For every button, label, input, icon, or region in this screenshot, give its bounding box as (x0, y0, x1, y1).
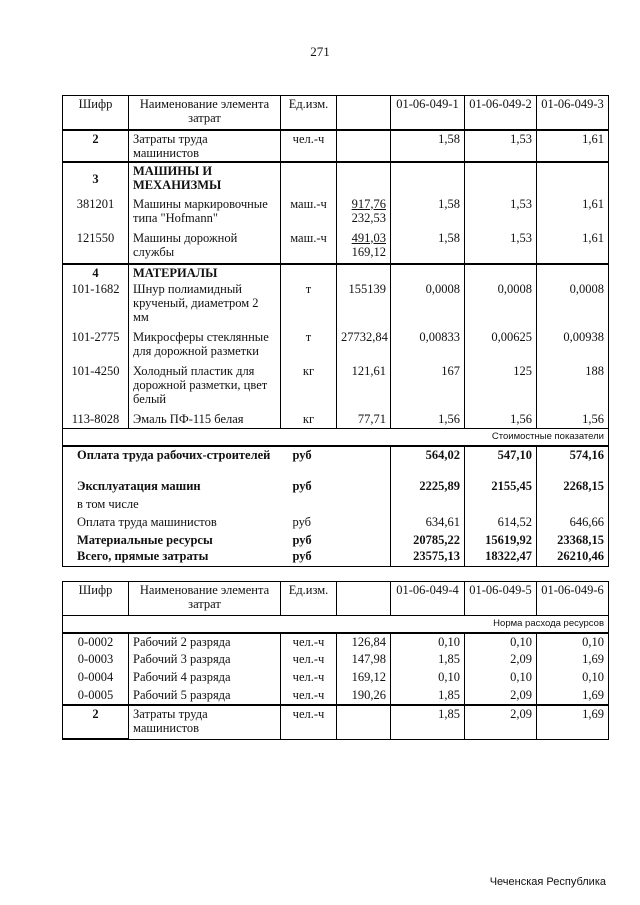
row-unit: т (281, 329, 337, 363)
row-value-1: 1,58 (391, 130, 465, 162)
row-name: Рабочий 5 разряда (129, 687, 281, 705)
row-value-3: 0,10 (537, 633, 609, 651)
table-row (63, 687, 609, 705)
row-price (337, 130, 391, 162)
cost-banner: Стоимостные показатели (63, 429, 609, 447)
row-value-2: 1,53 (465, 196, 537, 230)
table-row (63, 230, 609, 264)
row-name: Холодный пластик для дорожной разметки, цвет белый (129, 363, 281, 411)
banner-row (63, 616, 609, 634)
row-value-1: 1,56 (391, 411, 465, 429)
row-price: 27732,84 (337, 329, 391, 363)
row-code: 0-0003 (63, 651, 129, 669)
row-unit: чел.-ч (281, 687, 337, 705)
table-row (63, 411, 609, 429)
row-name: Рабочий 3 разряда (129, 651, 281, 669)
row-value-3: 1,69 (537, 705, 609, 739)
row-value-1: 1,85 (391, 705, 465, 739)
row-price: 155139 (337, 281, 391, 329)
summary-name: в том числе (63, 496, 281, 514)
summary-unit: руб (292, 533, 312, 547)
price-bottom: 169,12 (351, 244, 386, 259)
banner-row (63, 429, 609, 447)
row-value-2: 0,10 (465, 669, 537, 687)
row-code: 3 (63, 162, 129, 196)
row-value-2: 2,09 (465, 651, 537, 669)
header-col-2: 01-06-049-5 (465, 582, 537, 616)
row-price: 190,26 (337, 687, 391, 705)
price-bottom: 232,53 (351, 210, 386, 225)
table-row (63, 669, 609, 687)
table-row (63, 363, 609, 411)
row-code: 113-8028 (63, 411, 129, 429)
row-value-3: 1,61 (537, 230, 609, 264)
row-name: Рабочий 2 разряда (129, 633, 281, 651)
row-unit: чел.-ч (281, 705, 337, 739)
summary-row (63, 478, 609, 496)
row-code: 101-4250 (63, 363, 129, 411)
row-code: 0-0004 (63, 669, 129, 687)
header-row (63, 96, 609, 130)
row-code: 381201 (63, 196, 129, 230)
header-col-1: 01-06-049-1 (391, 96, 465, 130)
header-name: Наименование элемента затрат (129, 96, 281, 130)
row-name: Машины дорожной службы (129, 230, 281, 264)
row-value-3: 1,61 (537, 196, 609, 230)
header-price (337, 582, 391, 616)
summary-value-2: 18322,47 (465, 548, 537, 566)
row-price: 121,61 (337, 363, 391, 411)
row-name: Рабочий 4 разряда (129, 669, 281, 687)
table-row (63, 130, 609, 162)
row-value-3: 1,69 (537, 651, 609, 669)
row-price (337, 705, 391, 739)
row-name: Машины маркировочные типа "Hofmann" (129, 196, 281, 230)
row-unit: т (281, 281, 337, 329)
row-code: 101-2775 (63, 329, 129, 363)
row-unit: маш.-ч (281, 196, 337, 230)
row-name: Шнур полиамидный крученый, диаметром 2 мм (129, 281, 281, 329)
row-value-2: 2,09 (465, 687, 537, 705)
summary-unit: руб (292, 515, 312, 529)
header-unit: Ед.изм. (281, 582, 337, 616)
header-name: Наименование элемента затрат (129, 582, 281, 616)
summary-name: Всего, прямые затраты (63, 548, 281, 566)
summary-value-1: 2225,89 (391, 478, 465, 496)
norm-banner: Норма расхода ресурсов (63, 616, 609, 634)
price-top: 491,03 (351, 230, 386, 245)
row-code: 2 (63, 130, 129, 162)
summary-name: Материальные ресурсы (63, 532, 281, 548)
row-value-2: 1,56 (465, 411, 537, 429)
section-heading: МАШИНЫ И МЕХАНИЗМЫ (129, 162, 281, 196)
header-col-1: 01-06-049-4 (391, 582, 465, 616)
row-value-2: 0,10 (465, 633, 537, 651)
resource-table-2 (62, 581, 609, 740)
table-row (63, 264, 609, 281)
row-value-2: 1,53 (465, 230, 537, 264)
row-name: Микросферы стеклянные для дорожной разметки (129, 329, 281, 363)
row-unit: чел.-ч (281, 633, 337, 651)
header-col-2: 01-06-049-2 (465, 96, 537, 130)
row-value-3: 1,69 (537, 687, 609, 705)
row-value-2: 0,0008 (465, 281, 537, 329)
resource-table-1 (62, 95, 609, 567)
row-unit: кг (281, 411, 337, 429)
row-value-1: 1,58 (391, 196, 465, 230)
header-col-3: 01-06-049-6 (537, 582, 609, 616)
summary-value-3: 23368,15 (537, 532, 609, 548)
summary-name: Оплата труда рабочих-строителей (63, 446, 281, 478)
summary-name: Эксплуатация машин (63, 478, 281, 496)
row-unit: чел.-ч (281, 130, 337, 162)
summary-unit: руб (281, 548, 337, 566)
summary-value-1: 23575,13 (391, 548, 465, 566)
row-value-1: 167 (391, 363, 465, 411)
header-code: Шифр (63, 582, 129, 616)
table-row (63, 281, 609, 329)
row-code: 0-0005 (63, 687, 129, 705)
summary-value-3: 646,66 (537, 514, 609, 532)
summary-unit: руб (292, 448, 312, 462)
summary-row (63, 446, 609, 478)
summary-row (63, 514, 609, 532)
row-value-1: 1,85 (391, 687, 465, 705)
summary-value-3: 2268,15 (537, 478, 609, 496)
row-name: Затраты труда машинистов (129, 130, 281, 162)
row-price: 147,98 (337, 651, 391, 669)
row-unit: чел.-ч (281, 651, 337, 669)
row-value-2: 2,09 (465, 705, 537, 739)
row-value-3: 1,61 (537, 130, 609, 162)
summary-value-2: 547,10 (465, 446, 537, 478)
summary-name: Оплата труда машинистов (63, 514, 281, 532)
page-number: 271 (310, 44, 330, 59)
summary-value-3: 574,16 (537, 446, 609, 478)
summary-value-2: 614,52 (465, 514, 537, 532)
row-unit: кг (281, 363, 337, 411)
table-row (63, 329, 609, 363)
row-code: 121550 (63, 230, 129, 264)
row-value-3: 0,0008 (537, 281, 609, 329)
row-value-1: 1,85 (391, 651, 465, 669)
row-unit: чел.-ч (281, 669, 337, 687)
summary-unit: руб (292, 479, 312, 493)
table-row (63, 705, 609, 739)
row-price: 169,12 (337, 669, 391, 687)
header-col-3: 01-06-049-3 (537, 96, 609, 130)
row-value-1: 1,58 (391, 230, 465, 264)
row-name: Эмаль ПФ-115 белая (129, 411, 281, 429)
row-price: 77,71 (337, 411, 391, 429)
row-code: 4 (63, 264, 129, 281)
row-code: 0-0002 (63, 633, 129, 651)
summary-row (63, 532, 609, 548)
summary-value-2: 15619,92 (465, 532, 537, 548)
row-value-2: 1,53 (465, 130, 537, 162)
table-row (63, 162, 609, 196)
row-value-3: 188 (537, 363, 609, 411)
header-code: Шифр (63, 96, 129, 130)
summary-value-1: 564,02 (391, 446, 465, 478)
row-value-1: 0,10 (391, 669, 465, 687)
row-code: 101-1682 (63, 281, 129, 329)
summary-row (63, 496, 609, 514)
row-value-2: 125 (465, 363, 537, 411)
row-unit: маш.-ч (281, 230, 337, 264)
header-price (337, 96, 391, 130)
row-value-3: 0,00938 (537, 329, 609, 363)
summary-row (63, 548, 609, 566)
header-unit: Ед.изм. (281, 96, 337, 130)
row-name: Затраты труда машинистов (129, 705, 281, 739)
row-price (337, 230, 391, 264)
row-value-1: 0,00833 (391, 329, 465, 363)
row-code: 2 (63, 705, 129, 739)
row-price (337, 196, 391, 230)
row-value-1: 0,0008 (391, 281, 465, 329)
row-price: 126,84 (337, 633, 391, 651)
table-row (63, 651, 609, 669)
table-row (63, 196, 609, 230)
summary-value-1: 20785,22 (391, 532, 465, 548)
row-value-1: 0,10 (391, 633, 465, 651)
row-value-2: 0,00625 (465, 329, 537, 363)
summary-value-3: 26210,46 (537, 548, 609, 566)
table-row (63, 633, 609, 651)
summary-value-1: 634,61 (391, 514, 465, 532)
price-top: 917,76 (351, 196, 386, 211)
summary-value-2: 2155,45 (465, 478, 537, 496)
row-value-3: 1,56 (537, 411, 609, 429)
section-heading: МАТЕРИАЛЫ (129, 264, 281, 281)
page-footer: Чеченская Республика (489, 876, 606, 888)
row-value-3: 0,10 (537, 669, 609, 687)
header-row (63, 582, 609, 616)
